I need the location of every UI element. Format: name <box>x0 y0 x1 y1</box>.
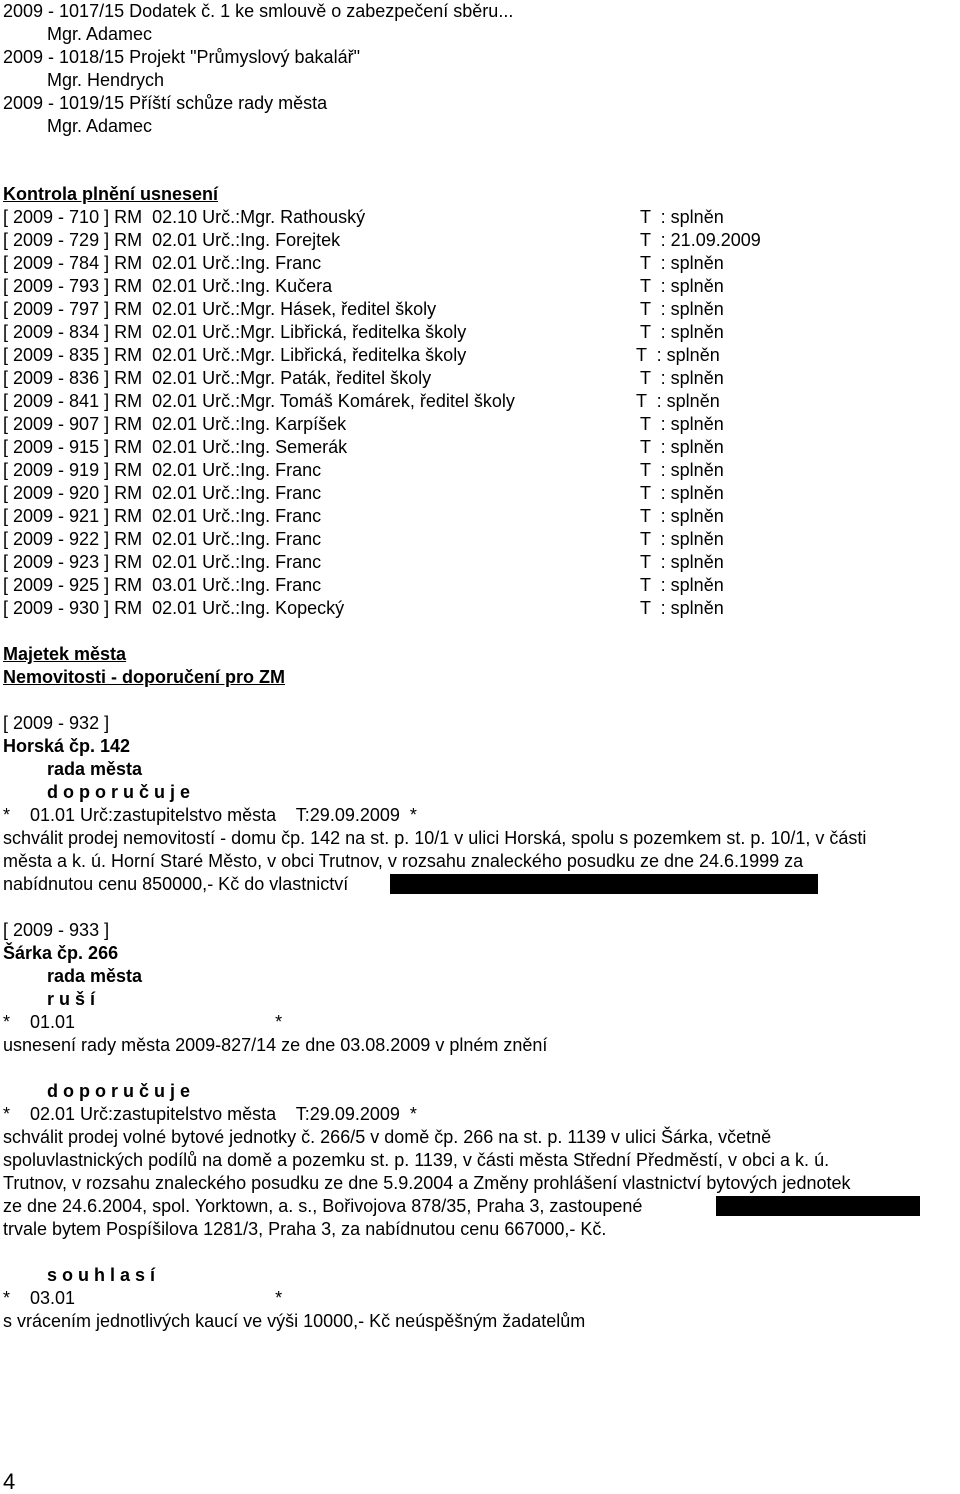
kontrola-row-ref: [ 2009 - 836 ] RM 02.01 Urč.:Mgr. Paták, ředitel školy <box>3 368 432 388</box>
kontrola-row-ref: [ 2009 - 793 ] RM 02.01 Urč.:Ing. Kučera <box>3 276 333 296</box>
item-933-text-3: spoluvlastnických podílů na domě a pozemku st. p. 1139, v části města Střední Předměstí, v obci a k. ú. <box>3 1150 830 1170</box>
item-933-point-2: * 02.01 Urč:zastupitelstvo města T:29.09.2009 * <box>3 1104 417 1124</box>
kontrola-row-ref: [ 2009 - 922 ] RM 02.01 Urč.:Ing. Franc <box>3 529 322 549</box>
kontrola-row-status: T : splněn <box>640 253 724 273</box>
kontrola-row-status: T : splněn <box>640 460 724 480</box>
kontrola-row-status: T : splněn <box>640 575 724 595</box>
item-933-ref: [ 2009 - 933 ] <box>3 920 110 940</box>
top-item-1-person: Mgr. Adamec <box>47 24 153 44</box>
top-item-2-text: 2009 - 1018/15 Projekt "Průmyslový bakalář" <box>3 47 360 67</box>
kontrola-row-ref: [ 2009 - 930 ] RM 02.01 Urč.:Ing. Kopecký <box>3 598 345 618</box>
kontrola-row-status: T : splněn <box>640 299 724 319</box>
kontrola-row-ref: [ 2009 - 710 ] RM 02.10 Urč.:Mgr. Rathouský <box>3 207 366 227</box>
top-item-3-person: Mgr. Adamec <box>47 116 153 136</box>
item-933-body: rada města <box>47 966 143 986</box>
item-933-verb-rusi: r u š í <box>47 989 96 1009</box>
kontrola-row-ref: [ 2009 - 907 ] RM 02.01 Urč.:Ing. Karpíšek <box>3 414 347 434</box>
item-933-text-1: usnesení rady města 2009-827/14 ze dne 03.08.2009 v plném znění <box>3 1035 548 1055</box>
item-933-title: Šárka čp. 266 <box>3 943 119 963</box>
kontrola-row-status: T : splněn <box>640 276 724 296</box>
page-number: 4 <box>3 1469 16 1494</box>
kontrola-row-status: T : splněn <box>640 437 724 457</box>
item-933-point-3: * 03.01 * <box>3 1288 283 1308</box>
kontrola-row-status: T : splněn <box>640 552 724 572</box>
kontrola-row-status: T : 21.09.2009 <box>640 230 761 250</box>
item-933-text-5: ze dne 24.6.2004, spol. Yorktown, a. s., Bořivojova 878/35, Praha 3, zastoupené <box>3 1196 643 1216</box>
kontrola-row-ref: [ 2009 - 797 ] RM 02.01 Urč.:Mgr. Hásek, ředitel školy <box>3 299 437 319</box>
kontrola-row-status: T : splněn <box>640 207 724 227</box>
kontrola-row-status: T : splněn <box>640 598 724 618</box>
item-933-text-6: trvale bytem Pospíšilova 1281/3, Praha 3, za nabídnutou cenu 667000,- Kč. <box>3 1219 607 1239</box>
top-item-1-text: 2009 - 1017/15 Dodatek č. 1 ke smlouvě o zabezpečení sběru... <box>3 1 514 21</box>
kontrola-row-status: T : splněn <box>640 506 724 526</box>
kontrola-row-status: T : splněn <box>636 391 720 411</box>
item-932-verb: d o p o r u č u j e <box>47 782 191 802</box>
kontrola-heading: Kontrola plnění usnesení <box>3 184 219 204</box>
item-933-text-7: s vrácením jednotlivých kaucí ve výši 10000,- Kč neúspěšným žadatelům <box>3 1311 586 1331</box>
kontrola-row-status: T : splněn <box>640 368 724 388</box>
redaction-bar <box>716 1196 920 1216</box>
item-933-text-2: schválit prodej volné bytové jednotky č. 266/5 v domě čp. 266 na st. p. 1139 v ulici Šárka, včetně <box>3 1127 772 1147</box>
item-933-point-1: * 01.01 * <box>3 1012 283 1032</box>
top-item-2-person: Mgr. Hendrych <box>47 70 165 90</box>
majetek-heading: Majetek města <box>3 644 127 664</box>
nemovitosti-heading: Nemovitosti - doporučení pro ZM <box>3 667 285 687</box>
item-933-verb-doporucuje: d o p o r u č u j e <box>47 1081 191 1101</box>
kontrola-row-ref: [ 2009 - 841 ] RM 02.01 Urč.:Mgr. Tomáš Komárek, ředitel školy <box>3 391 515 411</box>
kontrola-row-ref: [ 2009 - 925 ] RM 03.01 Urč.:Ing. Franc <box>3 575 322 595</box>
item-932-text-3: nabídnutou cenu 850000,- Kč do vlastnictví <box>3 874 349 894</box>
item-933-text-4: Trutnov, v rozsahu znaleckého posudku ze dne 5.9.2004 a Změny prohlášení vlastnictví bytových jednotek <box>3 1173 851 1193</box>
kontrola-row-status: T : splněn <box>640 322 724 342</box>
kontrola-row-ref: [ 2009 - 834 ] RM 02.01 Urč.:Mgr. Libřická, ředitelka školy <box>3 322 467 342</box>
item-933-verb-souhlasi: s o u h l a s í <box>47 1265 156 1285</box>
item-932-title: Horská čp. 142 <box>3 736 131 756</box>
redaction-bar <box>390 874 818 894</box>
item-932-body: rada města <box>47 759 143 779</box>
kontrola-row-ref: [ 2009 - 784 ] RM 02.01 Urč.:Ing. Franc <box>3 253 322 273</box>
kontrola-row-ref: [ 2009 - 920 ] RM 02.01 Urč.:Ing. Franc <box>3 483 322 503</box>
kontrola-row-ref: [ 2009 - 923 ] RM 02.01 Urč.:Ing. Franc <box>3 552 322 572</box>
item-932-point: * 01.01 Urč:zastupitelstvo města T:29.09.2009 * <box>3 805 417 825</box>
kontrola-row-ref: [ 2009 - 921 ] RM 02.01 Urč.:Ing. Franc <box>3 506 322 526</box>
kontrola-row-status: T : splněn <box>636 345 720 365</box>
kontrola-row-ref: [ 2009 - 729 ] RM 02.01 Urč.:Ing. Forejtek <box>3 230 341 250</box>
kontrola-row-ref: [ 2009 - 919 ] RM 02.01 Urč.:Ing. Franc <box>3 460 322 480</box>
item-932-ref: [ 2009 - 932 ] <box>3 713 110 733</box>
kontrola-row-status: T : splněn <box>640 529 724 549</box>
item-932-text-1: schválit prodej nemovitostí - domu čp. 142 na st. p. 10/1 v ulici Horská, spolu s pozemkem st. p. 10/1, v části <box>3 828 867 848</box>
kontrola-row-ref: [ 2009 - 915 ] RM 02.01 Urč.:Ing. Semerák <box>3 437 348 457</box>
item-932-text-2: města a k. ú. Horní Staré Město, v obci Trutnov, v rozsahu znaleckého posudku ze dne 24.6.1999 za <box>3 851 804 871</box>
kontrola-row-ref: [ 2009 - 835 ] RM 02.01 Urč.:Mgr. Libřická, ředitelka školy <box>3 345 467 365</box>
kontrola-row-status: T : splněn <box>640 414 724 434</box>
top-item-3-text: 2009 - 1019/15 Příští schůze rady města <box>3 93 328 113</box>
kontrola-row-status: T : splněn <box>640 483 724 503</box>
